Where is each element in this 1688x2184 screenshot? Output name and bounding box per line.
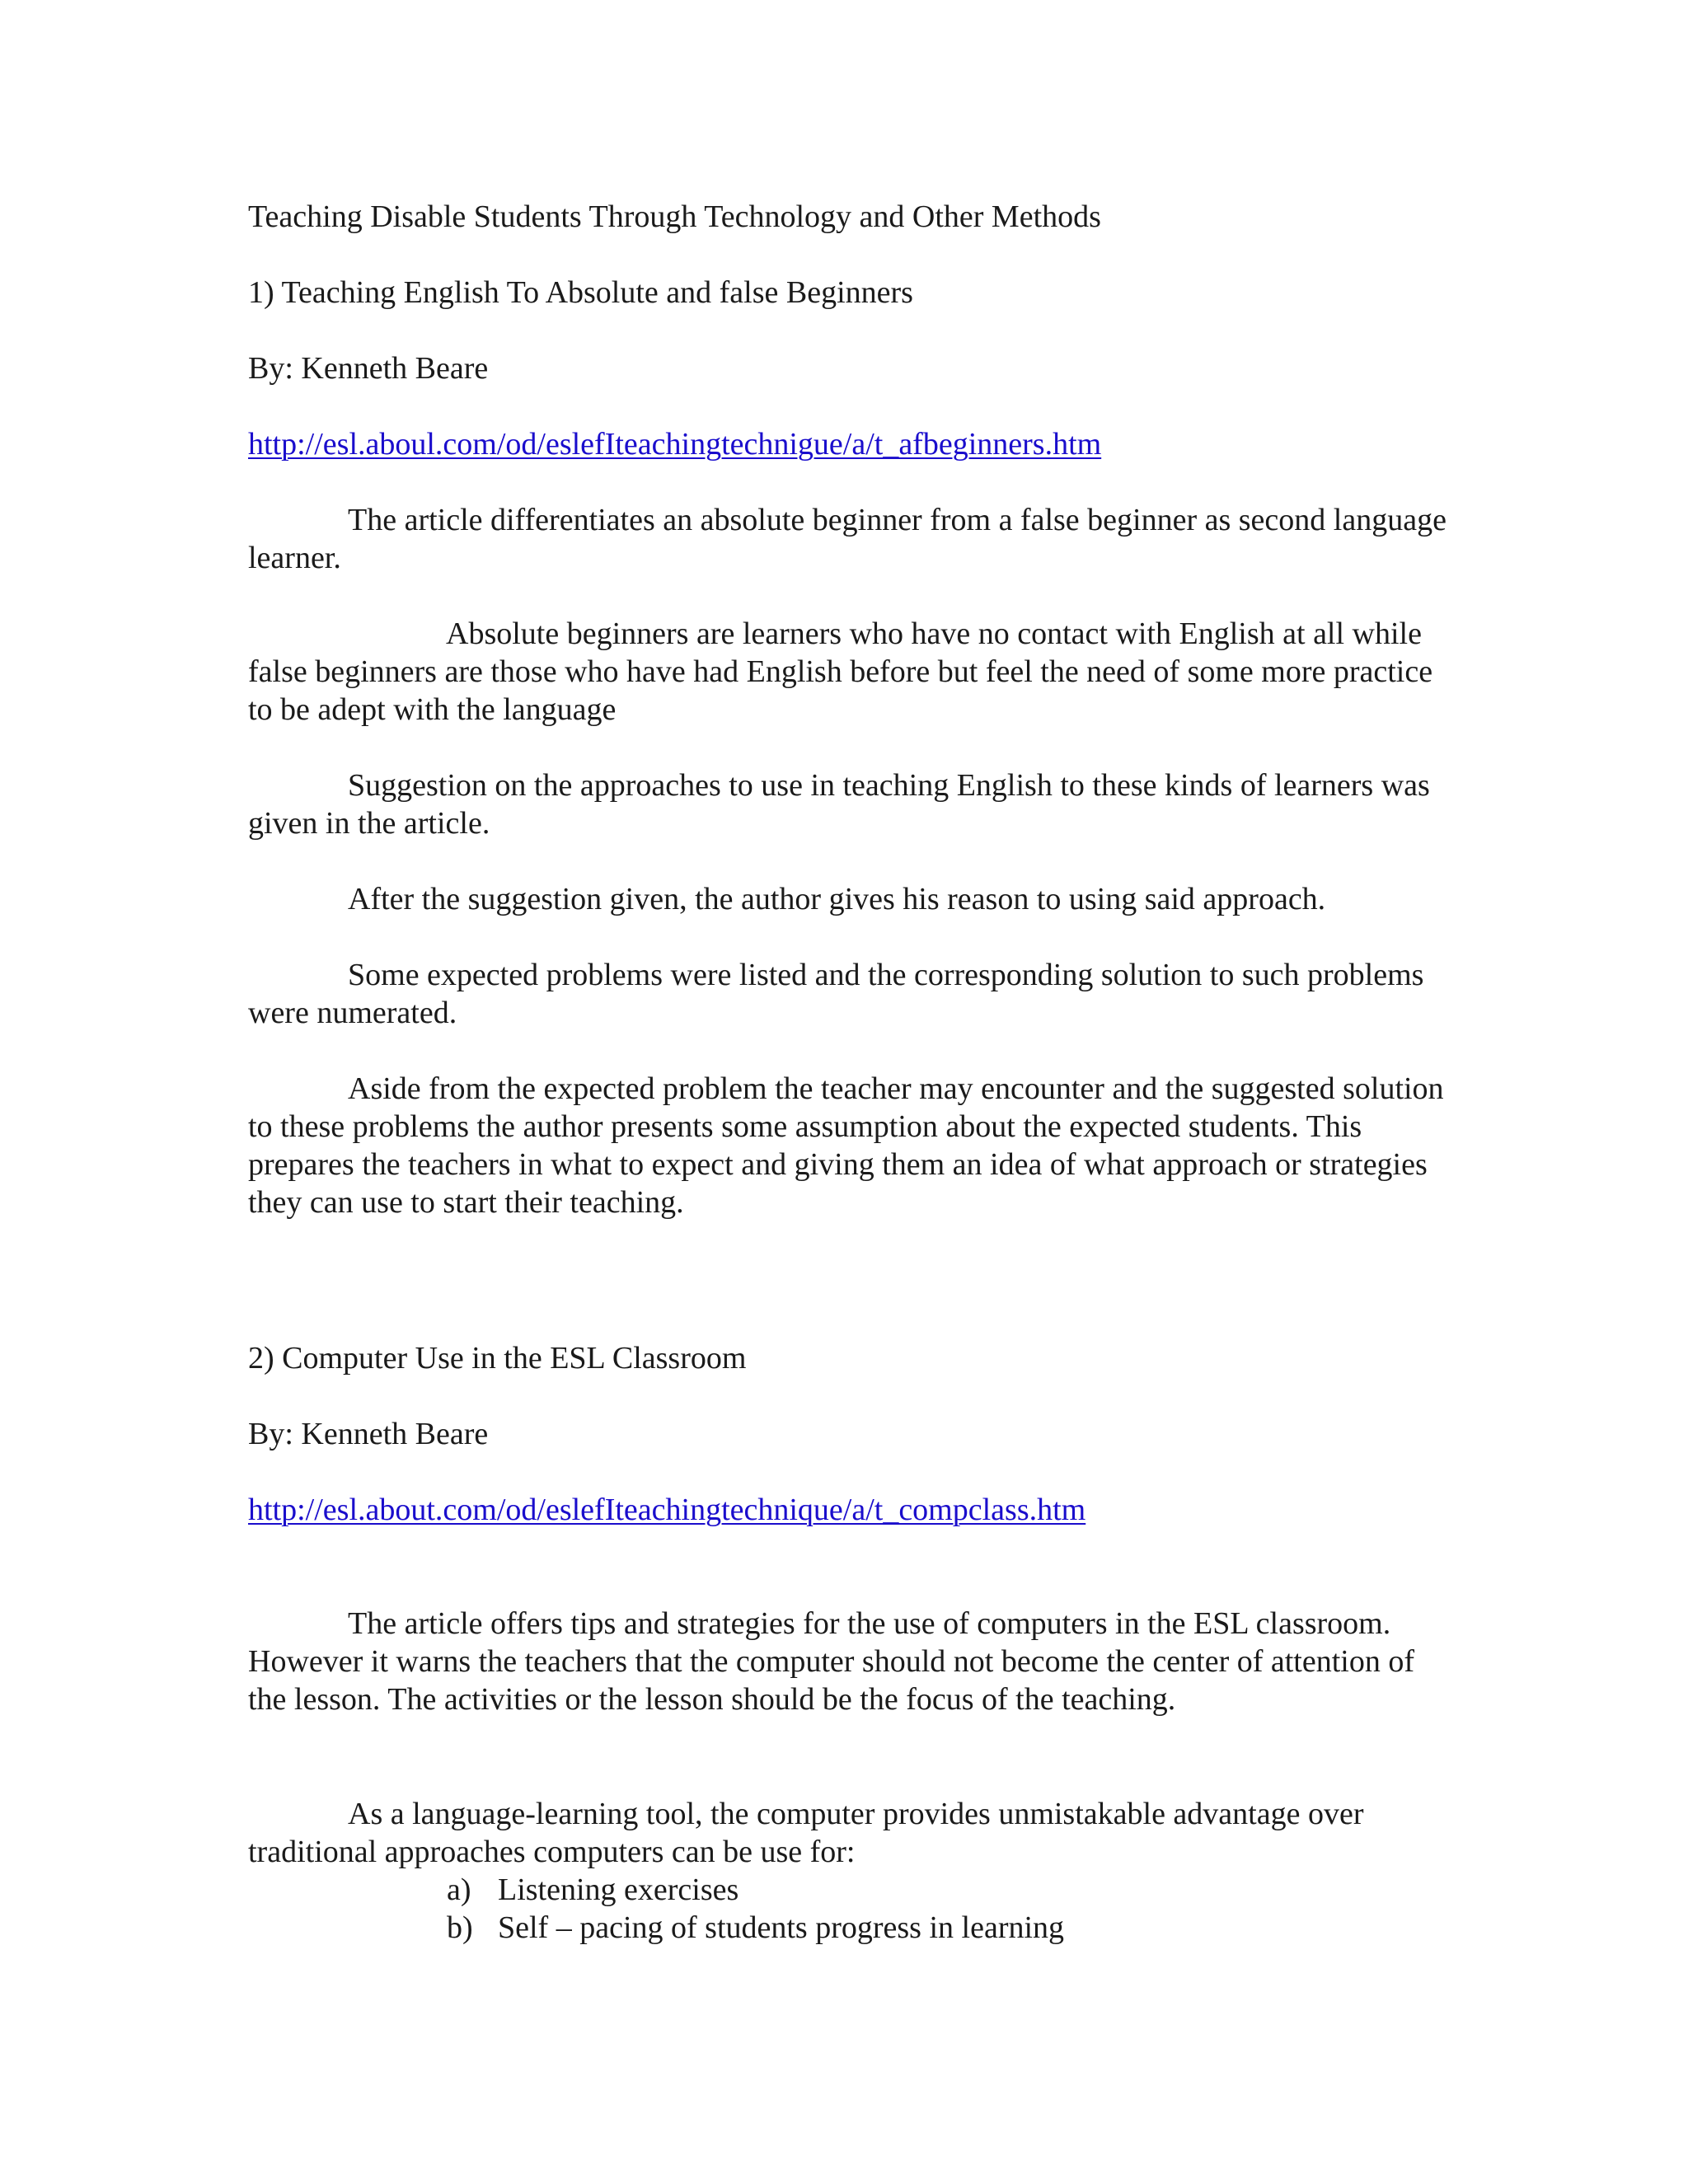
section2-paragraph-1: The article offers tips and strategies for the use of computers in the ESL classroom. However it warns the teachers that the computer should not become the center of attention of the lesson. The activities or the lesson should be the focus of the teaching. xyxy=(248,1606,1414,1717)
section2-list xyxy=(447,1871,1064,1947)
section2-url-link[interactable]: http://esl.about.com/od/eslefIteachingtechnique/a/t_compclass.htm xyxy=(248,1493,1086,1527)
list-item-marker: a) xyxy=(447,1872,471,1907)
list-item-text: Self – pacing of students progress in learning xyxy=(498,1910,1065,1945)
section2-author: By: Kenneth Beare xyxy=(248,1417,489,1451)
section1-paragraph-5: Some expected problems were listed and the corresponding solution to such problems were numerated. xyxy=(248,958,1424,1030)
section1-author: By: Kenneth Beare xyxy=(248,351,489,386)
section1-paragraph-4: After the suggestion given, the author gives his reason to using said approach. xyxy=(348,882,1326,916)
section1-paragraph-3: Suggestion on the approaches to use in teaching English to these kinds of learners was given in the article. xyxy=(248,768,1430,841)
section1-paragraph-2: Absolute beginners are learners who have no contact with English at all while false beginners are those who have had English before but feel the need of some more practice to be adept with the language xyxy=(248,616,1433,727)
document-title: Teaching Disable Students Through Technology and Other Methods xyxy=(248,199,1101,234)
section1-heading: 1) Teaching English To Absolute and false Beginners xyxy=(248,275,913,310)
section2-heading: 2) Computer Use in the ESL Classroom xyxy=(248,1341,747,1376)
section1-url-link[interactable]: http://esl.aboul.com/od/eslefIteachingtechnigue/a/t_afbeginners.htm xyxy=(248,427,1102,462)
list-item xyxy=(447,1871,1064,1909)
list-item-text: Listening exercises xyxy=(498,1872,739,1907)
section2-paragraph-2: As a language-learning tool, the computer provides unmistakable advantage over traditional approaches computers can be use for: xyxy=(248,1797,1364,1869)
section1-paragraph-1: The article differentiates an absolute beginner from a false beginner as second language learner. xyxy=(248,503,1447,575)
list-item xyxy=(447,1909,1064,1947)
section1-paragraph-6: Aside from the expected problem the teacher may encounter and the suggested solution to these problems the author presents some assumption about the expected students. This prepares the teachers in what to expect and giving them an idea of what approach or strategies they can use to start their teaching. xyxy=(248,1071,1444,1220)
list-item-marker: b) xyxy=(447,1910,473,1945)
